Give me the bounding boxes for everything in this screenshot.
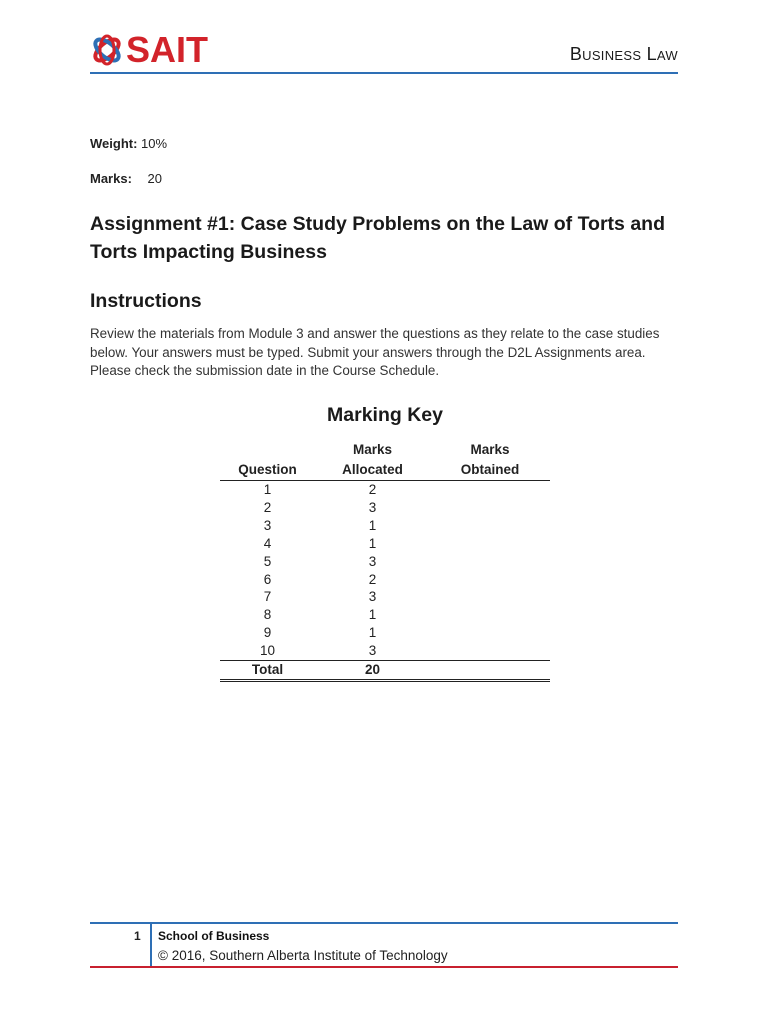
total-value: 20: [315, 661, 430, 681]
marks-obtained: [430, 606, 550, 624]
weight-label: Weight:: [90, 136, 138, 151]
header-obtained-top: Marks: [470, 442, 510, 457]
marks-obtained: [430, 588, 550, 606]
header-question: Question: [220, 460, 315, 481]
question-number: 7: [263, 589, 272, 605]
weight-line: [90, 136, 167, 151]
marks-allocated: 1: [368, 517, 377, 533]
page-number: 1: [134, 929, 141, 943]
marks-obtained: [430, 499, 550, 517]
question-number: 4: [263, 535, 272, 551]
header-divider: [90, 72, 678, 74]
question-number: 3: [263, 517, 272, 533]
marks-allocated: 1: [368, 625, 377, 641]
sait-logo-icon: [90, 31, 124, 69]
marking-key-table: [220, 440, 550, 682]
question-number: 1: [263, 482, 272, 497]
table-row: [220, 553, 550, 571]
table-row: [220, 481, 550, 499]
instructions-body: Review the materials from Module 3 and answer the questions as they relate to the case studies below. Your answers must be typed. Submit your answers through the D2L Assignments area. Please check the submission date in the Course Schedule.: [90, 326, 660, 378]
marks-obtained: [430, 642, 550, 660]
table-row: [220, 624, 550, 642]
question-number: 8: [263, 607, 272, 623]
table-header-row: [220, 460, 550, 481]
footer-bottom-divider: [90, 966, 678, 968]
marks-line: [90, 171, 162, 186]
question-number: 2: [263, 499, 272, 515]
marks-obtained: [430, 517, 550, 535]
question-number: 9: [263, 625, 272, 641]
marks-allocated: 1: [368, 535, 377, 551]
table-header-row: [220, 440, 550, 460]
footer-school: School of Business: [158, 929, 270, 943]
weight-value: 10%: [141, 136, 168, 151]
header-question-top: [220, 440, 315, 460]
marks-allocated: 3: [368, 643, 377, 659]
marks-allocated: 2: [368, 482, 377, 497]
total-row: [220, 661, 550, 681]
page-header: [90, 30, 678, 76]
marks-allocated: 3: [368, 553, 377, 569]
table-row: [220, 588, 550, 606]
marks-obtained: [430, 481, 550, 499]
table-row: [220, 517, 550, 535]
table-row: [220, 499, 550, 517]
question-number: 5: [263, 553, 272, 569]
marks-obtained: [430, 535, 550, 553]
marking-key-title: Marking Key: [327, 404, 443, 426]
sait-logo: [90, 30, 208, 70]
instructions-heading: Instructions: [90, 290, 202, 312]
header-obtained: Obtained: [430, 460, 550, 481]
header-allocated-top: Marks: [352, 442, 393, 457]
table-row: [220, 642, 550, 660]
assignment-title: Assignment #1: Case Study Problems on the Law of Torts and Torts Impacting Business: [90, 213, 665, 263]
marks-obtained: [430, 624, 550, 642]
table-row: [220, 606, 550, 624]
footer-top-divider: [90, 922, 678, 924]
course-title: Business Law: [569, 44, 678, 64]
marks-obtained: [430, 571, 550, 589]
marks-value: 20: [147, 171, 163, 186]
total-label: Total: [220, 661, 315, 681]
footer-vertical-divider: [150, 924, 152, 966]
question-number: 10: [259, 643, 276, 659]
total-obtained: [430, 661, 550, 681]
table-row: [220, 571, 550, 589]
footer-copyright: © 2016, Southern Alberta Institute of Technology: [158, 948, 448, 963]
question-number: 6: [263, 571, 272, 587]
marks-obtained: [430, 553, 550, 571]
table-row: [220, 535, 550, 553]
marks-allocated: 2: [368, 571, 377, 587]
marks-label: Marks:: [90, 171, 132, 186]
marks-allocated: 3: [368, 499, 377, 515]
marks-allocated: 3: [368, 589, 377, 605]
header-allocated: Allocated: [315, 460, 430, 481]
marks-allocated: 1: [368, 607, 377, 623]
logo-text: SAIT: [126, 29, 209, 70]
